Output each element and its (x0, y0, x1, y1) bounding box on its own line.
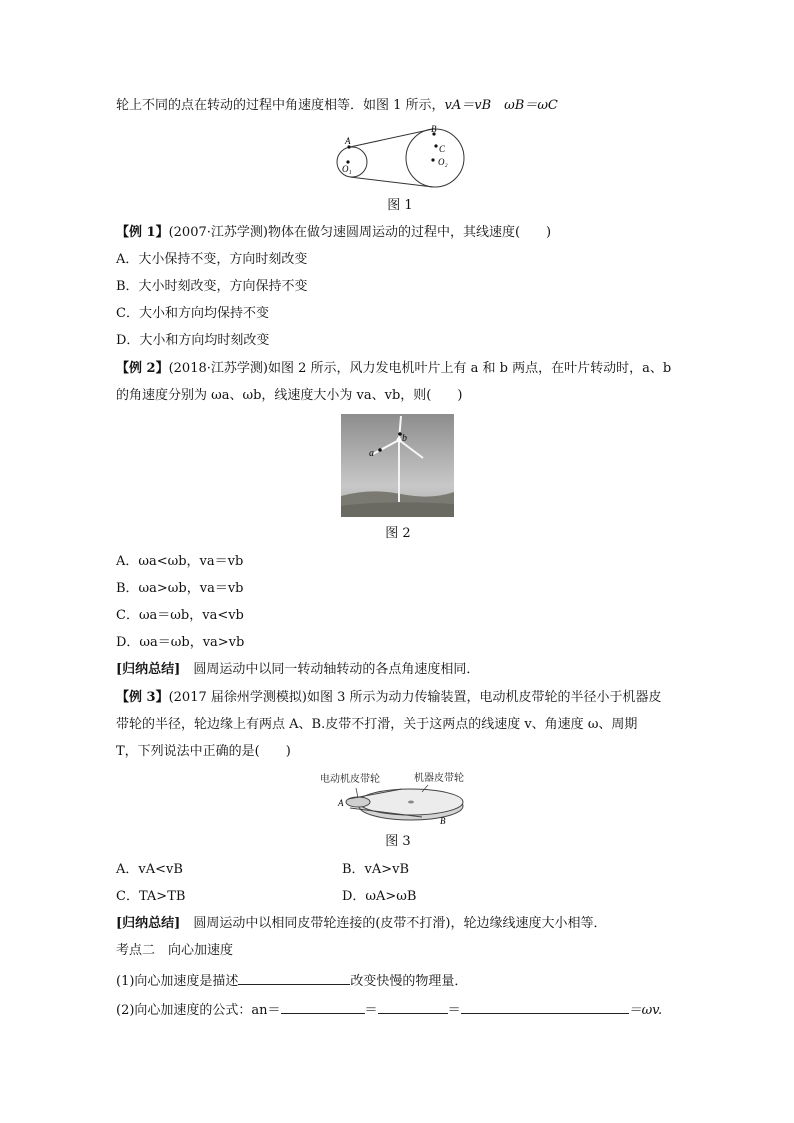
ex2-stem-line1 (116, 360, 671, 378)
fig3-label-machine: 机器皮带轮 (414, 773, 464, 784)
item-2-blank-3[interactable] (461, 999, 629, 1014)
intro-line (116, 97, 558, 115)
item-2-eq-2: ＝ (447, 1003, 461, 1018)
fig3-label-b: B (440, 816, 446, 826)
fig2-label-a: a (369, 448, 374, 459)
figure-3-caption: 图 3 (385, 834, 411, 849)
summary-1 (116, 661, 479, 679)
ex2-stem-text1: (2018·江苏学测)如图 2 所示，风力发电机叶片上有 a 和 b 两点，在叶片转动时，a、b (168, 361, 672, 376)
fig1-label-o1: O₁ (342, 164, 352, 174)
ex2-option-a: A．ωa<ωb，va＝vb (116, 554, 244, 569)
ex1-tag: 【例 1】 (116, 225, 169, 240)
ex3-stem-line2: 带轮的半径，轮边缘上有两点 A、B.皮带不打滑，关于这两点的线速度 v、角速度 ω、周期 (116, 717, 638, 732)
summary-2-text: 圆周运动中以相同皮带轮连接的(皮带不打滑)，轮边缘线速度大小相等． (193, 916, 607, 931)
figure-1-pulleys (330, 122, 470, 192)
ex1-option-c: C．大小和方向均保持不变 (116, 306, 269, 321)
fig3-label-a: A (338, 798, 344, 808)
ex2-stem-line2: 的角速度分别为 ωa、ωb，线速度大小为 va、vb，则( ) (116, 388, 463, 403)
figure-2-wind-turbine (341, 414, 454, 517)
intro-formula: vA＝vB ωB＝ωC (444, 98, 558, 113)
ex1-stem-text: (2007·江苏学测)物体在做匀速圆周运动的过程中，其线速度( ) (168, 225, 552, 240)
item-2-blank-2[interactable] (378, 999, 448, 1014)
summary-2-tag: [归纳总结] (116, 916, 181, 931)
fig1-label-b: B (431, 124, 437, 134)
ex3-stem-line3: T，下列说法中正确的是( ) (116, 744, 291, 759)
ex2-option-b: B．ωa>ωb，va＝vb (116, 581, 244, 596)
section-2-item-2 (116, 999, 662, 1020)
ex2-option-d: D．ωa＝ωb，va>vb (116, 635, 245, 650)
item-1-pre: (1)向心加速度是描述 (116, 974, 239, 989)
item-2-pre: (2)向心加速度的公式：an＝ (116, 1003, 281, 1018)
item-2-eq-1: ＝ (364, 1003, 378, 1018)
figure-2-caption: 图 2 (385, 526, 411, 541)
ex3-stem-line1 (116, 689, 661, 707)
summary-2 (116, 915, 606, 933)
intro-text: 轮上不同的点在转动的过程中角速度相等．如图 1 所示， (116, 98, 445, 113)
ex3-tag: 【例 3】 (116, 690, 169, 705)
ex1-option-d: D．大小和方向均时刻改变 (116, 333, 270, 348)
ex3-stem-text1: (2017 届徐州学测模拟)如图 3 所示为动力传输装置，电动机皮带轮的半径小于机器皮 (168, 690, 662, 705)
section-2-title: 考点二 向心加速度 (116, 943, 234, 958)
item-2-blank-1[interactable] (281, 999, 365, 1014)
fig2-label-b: b (402, 433, 407, 444)
ex1-stem (116, 224, 551, 242)
ex2-tag: 【例 2】 (116, 361, 169, 376)
fig1-label-a: A (345, 136, 351, 146)
fig3-label-motor: 电动机皮带轮 (320, 774, 380, 785)
summary-1-tag: [归纳总结] (116, 662, 181, 677)
ex2-option-c: C．ωa＝ωb，va<vb (116, 608, 244, 623)
ex1-option-a: A．大小保持不变，方向时刻改变 (116, 252, 308, 267)
figure-3-belt-drive (318, 768, 478, 826)
item-2-post: ＝ωv. (628, 1003, 663, 1018)
section-2-item-1 (116, 970, 467, 991)
summary-1-text: 圆周运动中以同一转动轴转动的各点角速度相同． (193, 662, 480, 677)
ex3-option-b: B．vA>vB (342, 862, 410, 877)
item-1-blank[interactable] (238, 970, 350, 985)
item-1-post: 改变快慢的物理量． (350, 974, 468, 989)
fig1-label-o2: O₂ (438, 157, 448, 167)
ex3-option-d: D．ωA>ωB (342, 889, 417, 904)
ex3-option-a: A．vA<vB (116, 862, 183, 877)
ex3-option-c: C．TA>TB (116, 889, 186, 904)
figure-1-caption: 图 1 (387, 198, 413, 213)
fig1-label-c: C (439, 144, 446, 154)
ex1-option-b: B．大小时刻改变，方向保持不变 (116, 279, 308, 294)
